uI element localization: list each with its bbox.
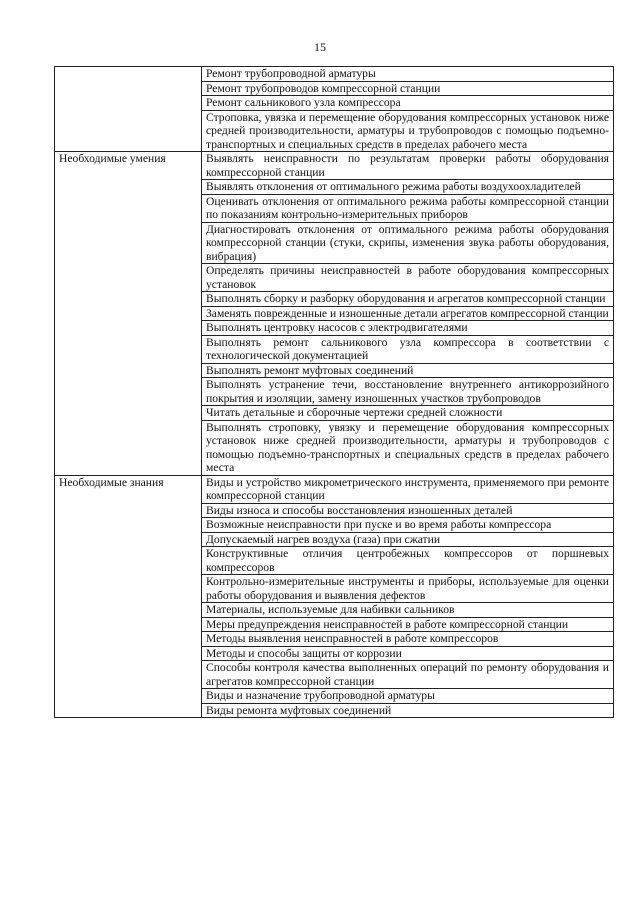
item-cell: Методы выявления неисправностей в работе компрессоров bbox=[202, 632, 614, 647]
item-cell: Ремонт сальникового узла компрессора bbox=[202, 96, 614, 111]
item-cell: Ремонт трубопроводов компрессорной станции bbox=[202, 81, 614, 96]
item-cell: Возможные неисправности при пуске и во время работы компрессора bbox=[202, 518, 614, 533]
table-row bbox=[55, 475, 614, 503]
item-cell: Выявлять неисправности по результатам проверки работы оборудования компрессорной станции bbox=[202, 152, 614, 180]
item-cell: Ремонт трубопроводной арматуры bbox=[202, 67, 614, 82]
item-cell: Допускаемый нагрев воздуха (газа) при сжатии bbox=[202, 532, 614, 547]
item-cell: Выполнять центровку насосов с электродвигателями bbox=[202, 321, 614, 336]
item-cell: Выполнять ремонт сальникового узла компрессора в соответствии с технологической документацией bbox=[202, 335, 614, 363]
item-cell: Выполнять строповку, увязку и перемещение оборудования компрессорных установок ниже средней производительности, арматуры и трубопроводов с помощью подъемно-транспортных и специальных средств в пределах рабочего места bbox=[202, 420, 614, 475]
table-row bbox=[55, 67, 614, 82]
item-cell: Методы и способы защиты от коррозии bbox=[202, 646, 614, 661]
item-cell: Заменять поврежденные и изношенные детали агрегатов компрессорной станции bbox=[202, 306, 614, 321]
item-cell: Виды и назначение трубопроводной арматуры bbox=[202, 689, 614, 704]
item-cell: Материалы, используемые для набивки сальников bbox=[202, 603, 614, 618]
item-cell: Оценивать отклонения от оптимального режима работы компрессорной станции по показаниям контрольно-измерительных приборов bbox=[202, 194, 614, 222]
item-cell: Меры предупреждения неисправностей в работе компрессорной станции bbox=[202, 617, 614, 632]
item-cell: Виды износа и способы восстановления изношенных деталей bbox=[202, 503, 614, 518]
item-cell: Контрольно-измерительные инструменты и приборы, используемые для оценки работы оборудования и выявления дефектов bbox=[202, 575, 614, 603]
category-cell bbox=[55, 67, 202, 152]
competency-table bbox=[54, 66, 614, 718]
item-cell: Конструктивные отличия центробежных компрессоров от поршневых компрессоров bbox=[202, 547, 614, 575]
item-cell: Виды и устройство микрометрического инструмента, применяемого при ремонте компрессорной станции bbox=[202, 475, 614, 503]
item-cell: Определять причины неисправностей в работе оборудования компрессорных установок bbox=[202, 264, 614, 292]
item-cell: Читать детальные и сборочные чертежи средней сложности bbox=[202, 406, 614, 421]
competency-table-body bbox=[55, 67, 614, 718]
item-cell: Способы контроля качества выполненных операций по ремонту оборудования и агрегатов компрессорной станции bbox=[202, 661, 614, 689]
item-cell: Диагностировать отклонения от оптимального режима работы оборудования компрессорной станции (стуки, скрипы, изменения звука работы оборудования, вибрация) bbox=[202, 222, 614, 264]
page-number: 15 bbox=[314, 40, 326, 54]
item-cell: Выполнять устранение течи, восстановление внутреннего антикоррозийного покрытия и изоляции, замену изношенных участков трубопроводов bbox=[202, 378, 614, 406]
item-cell: Выявлять отклонения от оптимального режима работы воздухоохладителей bbox=[202, 180, 614, 195]
item-cell: Строповка, увязка и перемещение оборудования компрессорных установок ниже средней производительности, арматуры и трубопроводов с помощью подъемно-транспортных и специальных средств в пределах рабочего места bbox=[202, 110, 614, 152]
item-cell: Виды ремонта муфтовых соединений bbox=[202, 703, 614, 718]
category-cell: Необходимые знания bbox=[55, 475, 202, 718]
item-cell: Выполнять ремонт муфтовых соединений bbox=[202, 363, 614, 378]
table-row bbox=[55, 152, 614, 180]
item-cell: Выполнять сборку и разборку оборудования и агрегатов компрессорной станции bbox=[202, 292, 614, 307]
category-cell: Необходимые умения bbox=[55, 152, 202, 476]
